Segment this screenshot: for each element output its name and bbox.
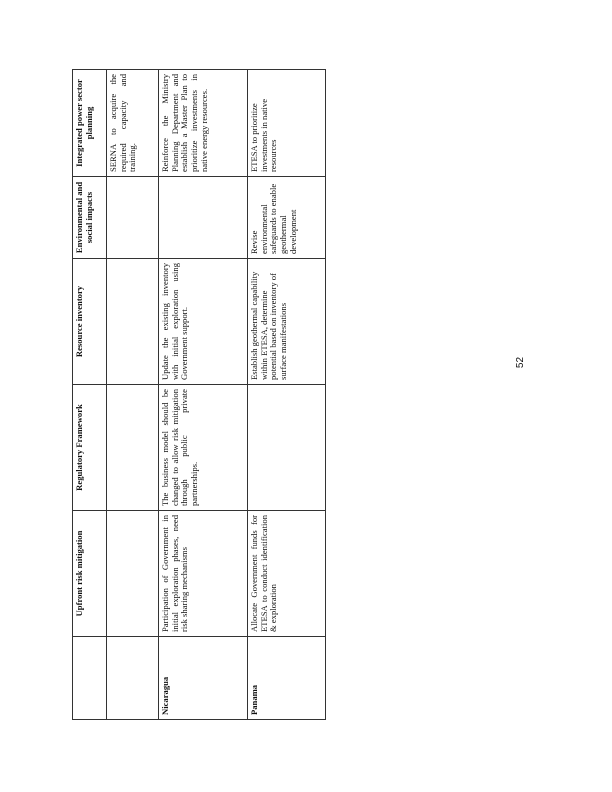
- table-row: [159, 70, 248, 720]
- cell-country: Nicaragua: [159, 637, 248, 720]
- page-number: 52: [515, 356, 527, 369]
- cell-planning: SERNA to acquire the required capacity and training.: [107, 70, 159, 177]
- cell-upfront: Participation of Government in initial exploration phases, need risk sharing mechanisms: [159, 511, 248, 637]
- cell-regulatory: [248, 385, 326, 511]
- header-country: [73, 637, 107, 720]
- table-header-row: [73, 70, 107, 720]
- table-row: [248, 70, 326, 720]
- cell-environmental: Revise environmental safeguards to enable geothermal development: [248, 177, 326, 259]
- cell-environmental: [107, 177, 159, 259]
- cell-regulatory: [107, 385, 159, 511]
- cell-planning: Reinforce the Ministry Planning Department and establish a Master Plan to prioritize investments in native energy resources.: [159, 70, 248, 177]
- cell-country: Panama: [248, 637, 326, 720]
- cell-resource: [107, 259, 159, 385]
- cell-resource: Establish geothermal capability within ETESA, determine potential based on inventory of surface manifestations: [248, 259, 326, 385]
- cell-upfront: Allocate Government funds for ETESA to conduct identification & exploration: [248, 511, 326, 637]
- header-resource: Resource inventory: [73, 259, 107, 385]
- cell-country: [107, 637, 159, 720]
- header-planning: Integrated power sector planning: [73, 70, 107, 177]
- table-row: [107, 70, 159, 720]
- cell-resource: Update the existing inventory with initial exploration using Government support.: [159, 259, 248, 385]
- cell-planning: ETESA to prioritize investments in native resources: [248, 70, 326, 177]
- header-environmental: Environmental and social impacts: [73, 177, 107, 259]
- header-regulatory: Regulatory Framework: [73, 385, 107, 511]
- header-upfront-risk: Upfront risk mitigation: [73, 511, 107, 637]
- policy-table: [72, 69, 326, 720]
- rotated-table-block: [72, 70, 325, 720]
- cell-upfront: [107, 511, 159, 637]
- cell-regulatory: The business model should be changed to allow risk mitigation through public private partnerships.: [159, 385, 248, 511]
- cell-environmental: [159, 177, 248, 259]
